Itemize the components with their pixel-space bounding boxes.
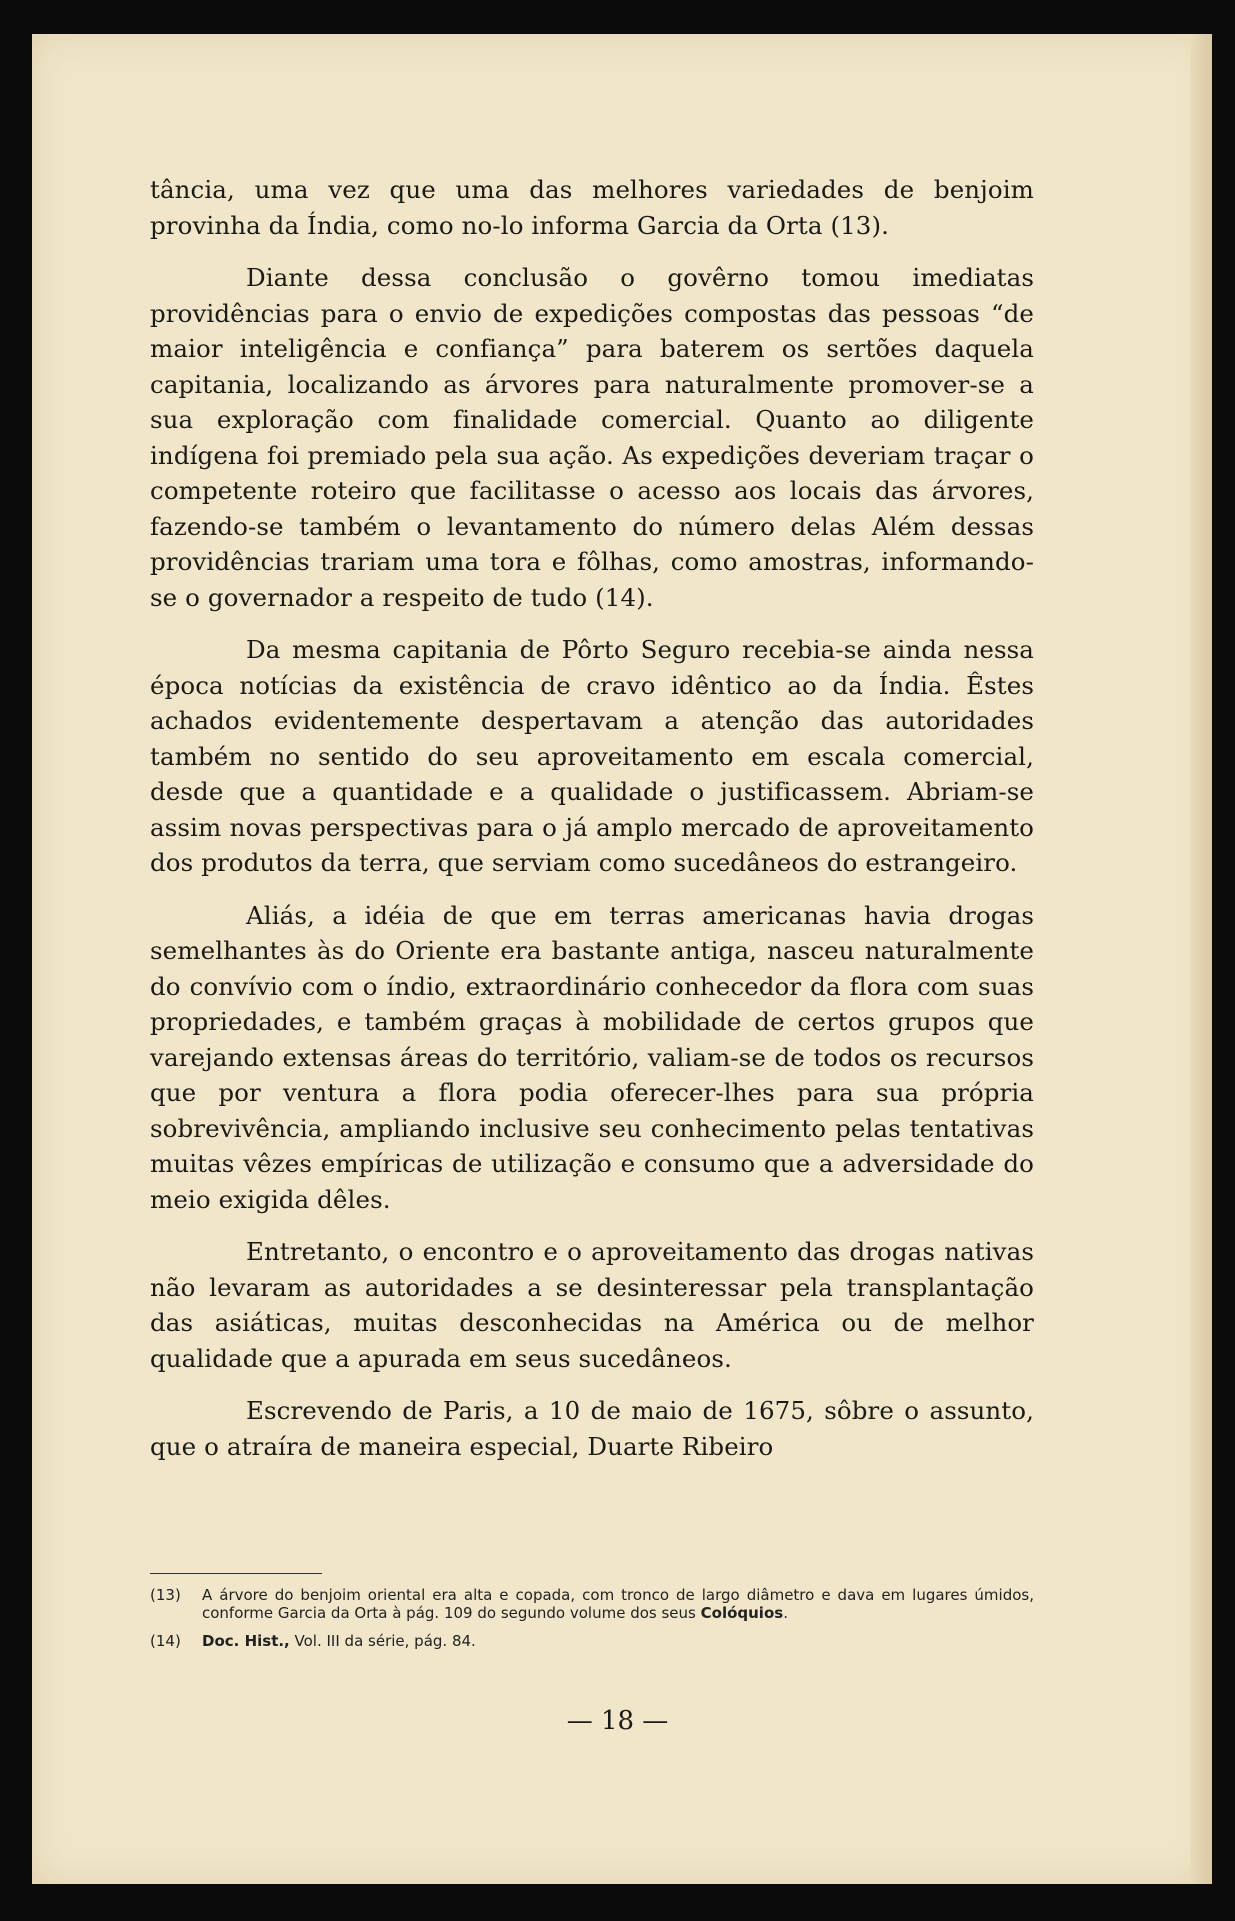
footnotes (150, 1586, 1034, 1660)
body-text (150, 172, 1034, 1464)
paragraph: Da mesma capitania de Pôrto Seguro recebia-se ainda nessa época notícias da existência de cravo idêntico ao da Índia. Êstes achados evidentemente despertavam a atenção das autoridades também no sentido do seu aproveitamento em escala comercial, desde que a quantidade e a qualidade o justificassem. Abriam-se assim novas perspectivas para o já amplo mercado de aproveitamento dos produtos da terra, que serviam como sucedâneos do estrangeiro. (150, 635, 1034, 877)
paragraph: Diante dessa conclusão o govêrno tomou imediatas providências para o envio de expedições compostas das pessoas “de maior inteligência e confiança” para baterem os sertões daquela capitania, localizando as árvores para naturalmente promover-se a sua exploração com finalidade comercial. Quanto ao diligente indígena foi premiado pela sua ação. As expedições deveriam traçar o competente roteiro que facilitasse o acesso aos locais das árvores, fazendo-se também o levantamento do número delas Além dessas providências trariam uma tora e fôlhas, como amostras, informando-se o governador a respeito de tudo (14). (150, 263, 1034, 612)
footnote-number: (13) (150, 1586, 181, 1604)
paragraph-continuation: tância, uma vez que uma das melhores variedades de benjoim provinha da Índia, como no-lo informa Garcia da Orta (13). (150, 175, 1034, 240)
paragraph: Aliás, a idéia de que em terras americanas havia drogas semelhantes às do Oriente era bastante antiga, nasceu naturalmente do convívio com o índio, extraordinário conhecedor da flora com suas propriedades, e também graças à mobilidade de certos grupos que varejando extensas áreas do território, valiam-se de todos os recursos que por ventura a flora podia oferecer-lhes para sua própria sobrevivência, ampliando inclusive seu conhecimento pelas tentativas muitas vêzes empíricas de utilização e consumo que a adversidade do meio exigida dêles. (150, 900, 1034, 1214)
footnote (150, 1632, 1034, 1650)
paragraph: Entretanto, o encontro e o aproveitamento das drogas nativas não levaram as autoridades a se desinteressar pela transplantação das asiáticas, muitas desconhecidas na América ou de melhor qualidade que a apurada em seus sucedâneos. (150, 1237, 1034, 1373)
footnote-text-end: . (783, 1604, 788, 1622)
page-edge (1190, 34, 1212, 1884)
footnote-rule (150, 1573, 322, 1574)
page-number: — 18 — (566, 1706, 669, 1736)
footnote-number: (14) (150, 1632, 181, 1650)
paragraph: Escrevendo de Paris, a 10 de maio de 1675, sôbre o assunto, que o atraíra de maneira especial, Duarte Ribeiro (150, 1396, 1034, 1461)
footnote-text-end: Vol. III da série, pág. 84. (289, 1632, 476, 1650)
footnote-text (202, 1586, 1034, 1622)
footnote-emphasis: Doc. Hist., (202, 1632, 290, 1650)
footnote (150, 1586, 1034, 1622)
footnote-emphasis: Colóquios (700, 1604, 784, 1622)
footnote-text-start: A árvore do benjoim oriental era alta e copada, com tronco de largo diâmetro e dava em lugares úmidos, conforme Garcia da Orta à pág. 109 do segundo volume dos seus (202, 1586, 1034, 1622)
footnote-text (202, 1632, 1034, 1650)
